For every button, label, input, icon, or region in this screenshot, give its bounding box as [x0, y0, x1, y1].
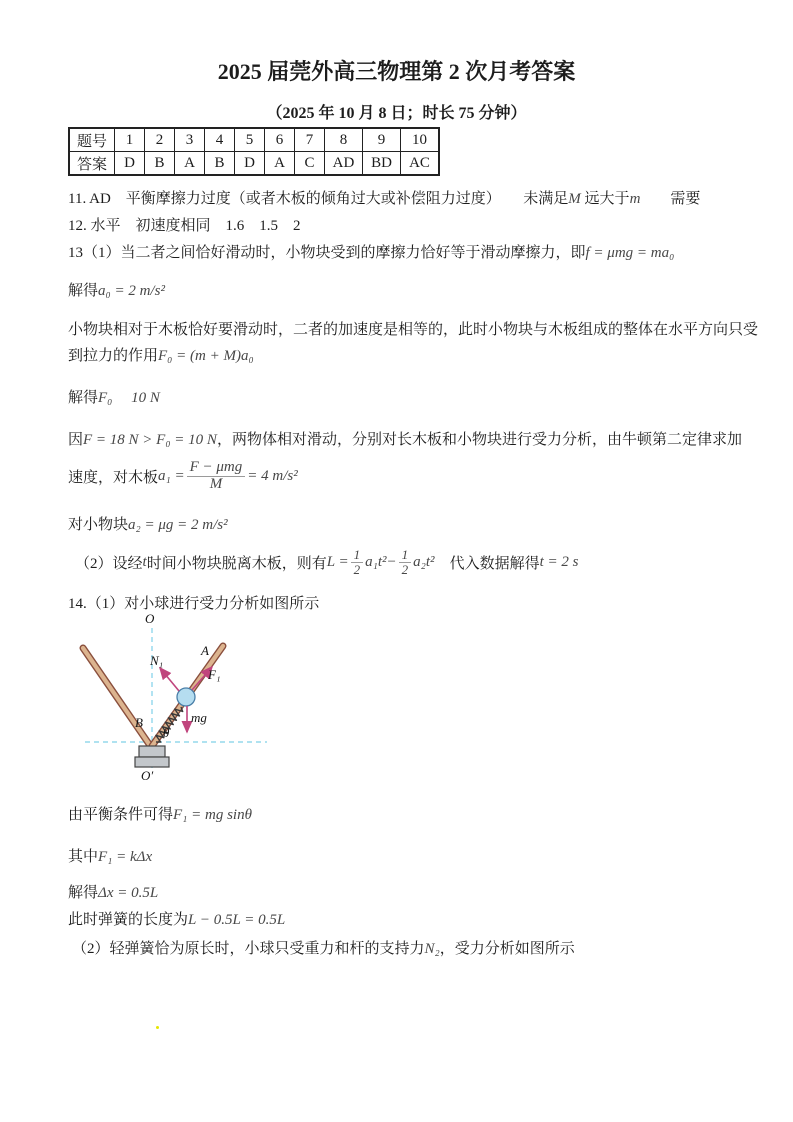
answer-line-q11 — [68, 187, 700, 208]
question-number: 5 — [235, 128, 265, 152]
q11-text-pre: 11. AD 平衡摩擦力过度（或者木板的倾角过大或补偿阻力过度） 未满足 — [68, 191, 569, 207]
q13-solve-a0-line — [68, 279, 165, 300]
compare-equation: F = 18 N > F₀ = 10 N — [83, 432, 217, 448]
part2-var-t: t — [142, 553, 147, 570]
question-number: 4 — [205, 128, 235, 152]
fraction-denominator: M — [209, 475, 223, 492]
question-number: 7 — [295, 128, 325, 152]
block-equation: a₂ = μg = 2 m/s² — [128, 517, 228, 533]
q14-intro-line: 14.（1）对小球进行受力分析如图所示 — [68, 596, 320, 612]
q11-var-m: m — [629, 191, 641, 207]
half-fraction — [351, 548, 364, 576]
page-title: 2025 届莞外高三物理第 2 次月考答案 — [217, 59, 576, 84]
solve-label: 解得 — [68, 283, 99, 299]
question-number: 2 — [145, 128, 175, 152]
half-fraction — [399, 548, 412, 576]
balance-pre: 由平衡条件可得 — [68, 807, 174, 823]
f0-equation: F₀ = (m + M)a₀ — [158, 348, 254, 364]
fraction-numerator: 1 — [399, 548, 412, 563]
length-pre: 此时弹簧的长度为 — [68, 912, 189, 928]
label-O-prime: O′ — [141, 768, 154, 783]
board-rhs: = 4 m/s² — [247, 467, 298, 484]
q14-part2-var-N2: N₂ — [424, 941, 440, 957]
answer-cell: BD — [363, 152, 401, 176]
part2-mid: 时间小物块脱离木板，则有 — [146, 555, 327, 572]
fraction-denominator: 2 — [353, 561, 361, 577]
q13-board-acceleration-line — [68, 460, 298, 493]
f0-value: F₀ 10 N — [98, 390, 160, 406]
among-pre: 其中 — [68, 849, 99, 865]
base-block-bottom — [135, 757, 169, 767]
deltax-equation: Δx = 0.5L — [98, 885, 159, 901]
answer-cell: AD — [325, 152, 363, 176]
answer-row-label: 答案 — [69, 152, 115, 176]
length-equation: L − 0.5L = 0.5L — [188, 912, 286, 928]
solve-label: 解得 — [68, 885, 99, 901]
q13-intro-text: 13（1）当二者之间恰好滑动时，小物块受到的摩擦力恰好等于滑动摩擦力，即 — [68, 245, 586, 261]
question-number: 8 — [325, 128, 363, 152]
q13-paragraph-line2 — [68, 344, 254, 365]
solve-label: 解得 — [68, 390, 99, 406]
stray-mark — [156, 1026, 159, 1029]
q13-block-acceleration-line — [68, 513, 228, 534]
fraction-numerator: F − μmg — [187, 460, 246, 477]
part2-post: 代入数据解得 — [434, 555, 540, 572]
ball — [177, 688, 195, 706]
hooke-equation: F₁ = kΔx — [98, 849, 153, 865]
q14-part2-post: ，受力分析如图所示 — [439, 941, 575, 957]
label-B: B — [135, 715, 143, 730]
q14-solve-line — [68, 881, 158, 902]
a0-equation: a₀ = 2 m/s² — [98, 283, 165, 299]
question-number: 1 — [115, 128, 145, 152]
normal-force-arrow-N1 — [160, 668, 179, 691]
compare-post: ，两物体相对滑动，分别对长木板和小物块进行受力分析，由牛顿第二定律求加 — [216, 432, 742, 448]
label-theta: θ — [163, 725, 170, 740]
part2-pre: （2）设经 — [75, 555, 143, 572]
page-subtitle: （2025 年 10 月 8 日；时长 75 分钟） — [266, 105, 527, 122]
question-row-label: 题号 — [69, 128, 115, 152]
board-pre: 速度，对木板 — [68, 469, 159, 486]
answer-cell: D — [235, 152, 265, 176]
part2-term1: a₁t² — [365, 553, 387, 570]
label-mg: mg — [191, 710, 207, 725]
base-block-top — [139, 746, 165, 757]
label-F1: F₁ — [208, 667, 221, 682]
q14-part2-pre: （2）轻弹簧恰为原长时，小球只受重力和杆的支持力 — [72, 941, 425, 957]
answer-line-q12: 12. 水平 初速度相同 1.6 1.5 2 — [68, 218, 301, 234]
part2-result: t = 2 s — [539, 553, 579, 570]
q13-friction-equation: f = μmg = ma₀ — [585, 245, 675, 261]
table-row-question-numbers — [69, 128, 439, 152]
part2-lhs: L = — [326, 553, 349, 570]
q11-text-mid: 远大于 — [580, 191, 630, 207]
q11-text-post: 需要 — [640, 191, 701, 207]
q14-spring-length-line — [68, 908, 285, 929]
q14-part2-line — [72, 937, 575, 958]
q13-solve-f0-line — [68, 386, 160, 407]
board-fraction — [187, 460, 246, 493]
q13-compare-line — [68, 428, 742, 449]
balance-equation: F₁ = mg sinθ — [173, 807, 252, 823]
answer-cell: AC — [401, 152, 440, 176]
label-O: O — [145, 611, 155, 626]
label-N1: N₁ — [150, 653, 164, 668]
q13-paragraph-line1: 小物块相对于木板恰好要滑动时，二者的加速度是相等的，此时小物块与木板组成的整体在水平方向只受 — [68, 322, 759, 338]
table-row-answers — [69, 152, 439, 176]
answer-cell: B — [145, 152, 175, 176]
answer-table — [68, 127, 440, 176]
fraction-numerator: 1 — [351, 548, 364, 563]
q14-among-line — [68, 845, 152, 866]
answer-cell: A — [265, 152, 295, 176]
question-number: 10 — [401, 128, 440, 152]
force-diagram — [65, 605, 335, 790]
answer-cell: B — [205, 152, 235, 176]
question-number: 9 — [363, 128, 401, 152]
compare-pre: 因 — [68, 432, 84, 448]
q11-var-M: M — [568, 191, 581, 207]
q13-part2-line — [75, 548, 578, 576]
answer-cell: C — [295, 152, 325, 176]
part2-minus: − — [386, 553, 397, 570]
block-pre: 对小物块 — [68, 517, 129, 533]
para2-text: 到拉力的作用 — [68, 348, 159, 364]
fraction-denominator: 2 — [401, 561, 409, 577]
answer-cell: D — [115, 152, 145, 176]
board-lhs: a₁ = — [158, 467, 185, 484]
answer-line-q13-intro — [68, 241, 674, 262]
label-A: A — [201, 643, 209, 658]
answer-cell: A — [175, 152, 205, 176]
part2-term2: a₂t² — [413, 553, 435, 570]
question-number: 3 — [175, 128, 205, 152]
q14-balance-line — [68, 803, 252, 824]
question-number: 6 — [265, 128, 295, 152]
